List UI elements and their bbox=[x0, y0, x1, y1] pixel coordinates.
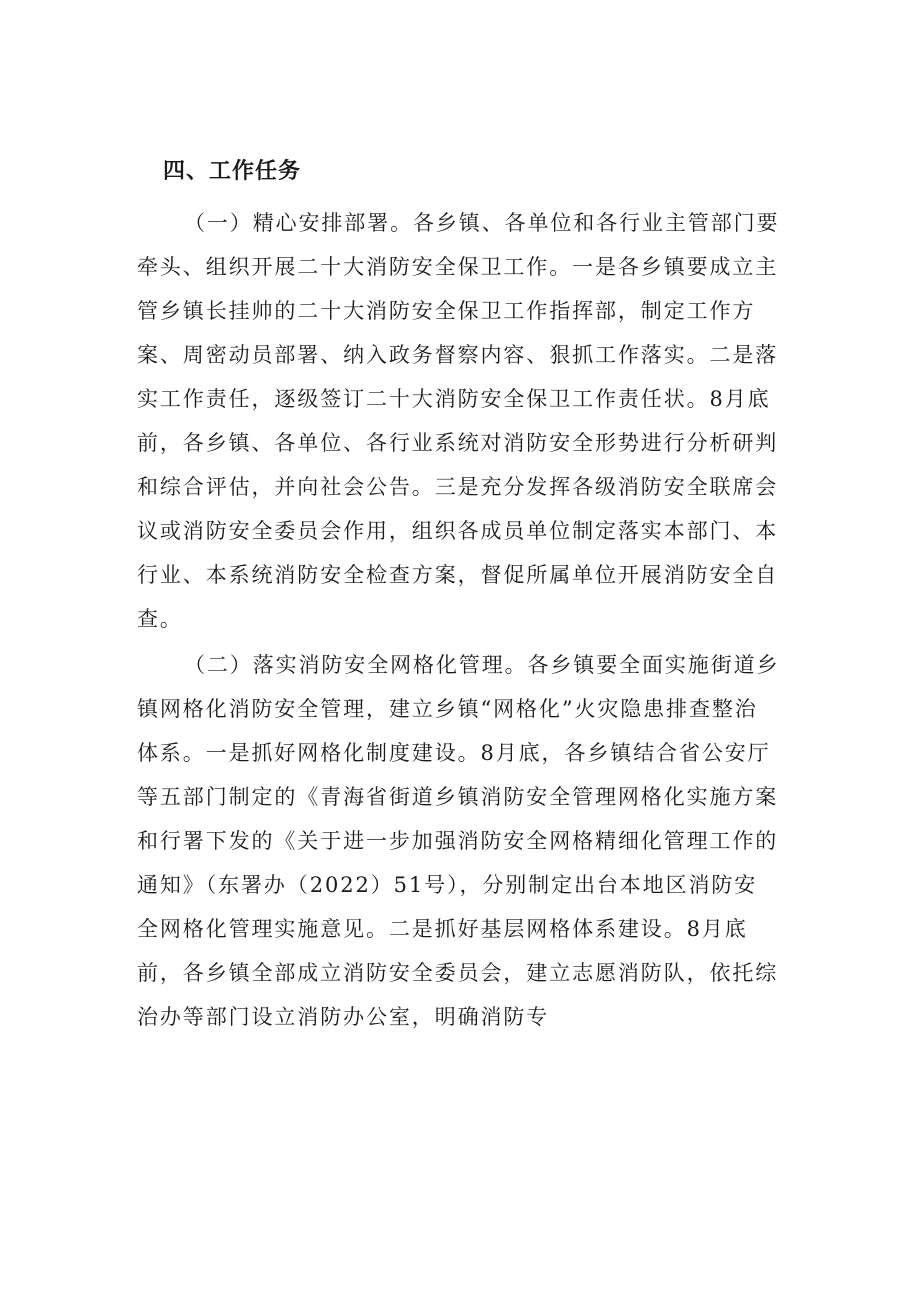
paragraph-line: 治办等部门设立消防办公室，明确消防专 bbox=[137, 1005, 550, 1029]
section-heading: 四、工作任务 bbox=[163, 159, 302, 184]
paragraph-line: 通知》（东署办（2022）51号），分别制定出台本地区消防安 bbox=[137, 873, 758, 897]
paragraph-line: 镇网格化消防安全管理，建立乡镇“网格化”火灾隐患排查整治 bbox=[137, 697, 758, 721]
paragraph-line: 前，各乡镇全部成立消防安全委员会，建立志愿消防队，依托综 bbox=[137, 961, 779, 985]
paragraph-line: 前，各乡镇、各单位、各行业系统对消防安全形势进行分析研判 bbox=[137, 431, 779, 455]
paragraph-line: （二）落实消防安全网格化管理。各乡镇要全面实施街道乡 bbox=[184, 653, 780, 677]
paragraph-line: 全网格化管理实施意见。二是抓好基层网格体系建设。8月底 bbox=[137, 917, 748, 941]
paragraph-line: 和行署下发的《关于进一步加强消防安全网格精细化管理工作的 bbox=[137, 829, 779, 853]
paragraph-line: 议或消防安全委员会作用，组织各成员单位制定落实本部门、本 bbox=[137, 519, 779, 543]
paragraph-line: 等五部门制定的《青海省街道乡镇消防安全管理网格化实施方案 bbox=[137, 785, 779, 809]
paragraph-line: 牵头、组织开展二十大消防安全保卫工作。一是各乡镇要成立主 bbox=[137, 255, 779, 279]
paragraph-line: 行业、本系统消防安全检查方案，督促所属单位开展消防安全自 bbox=[137, 563, 779, 587]
paragraph-line: 和综合评估，并向社会公告。三是充分发挥各级消防安全联席会 bbox=[137, 475, 779, 499]
paragraph-line: 管乡镇长挂帅的二十大消防安全保卫工作指挥部，制定工作方 bbox=[137, 299, 756, 323]
paragraph-line: 实工作责任，逐级签订二十大消防安全保卫工作责任状。8月底 bbox=[137, 387, 771, 411]
paragraph-line: （一）精心安排部署。各乡镇、各单位和各行业主管部门要 bbox=[184, 211, 780, 235]
paragraph-line: 体系。一是抓好网格化制度建设。8月底，各乡镇结合省公安厅 bbox=[137, 741, 771, 765]
paragraph-line: 查。 bbox=[137, 607, 183, 631]
paragraph-line: 案、周密动员部署、纳入政务督察内容、狠抓工作落实。二是落 bbox=[137, 343, 779, 367]
